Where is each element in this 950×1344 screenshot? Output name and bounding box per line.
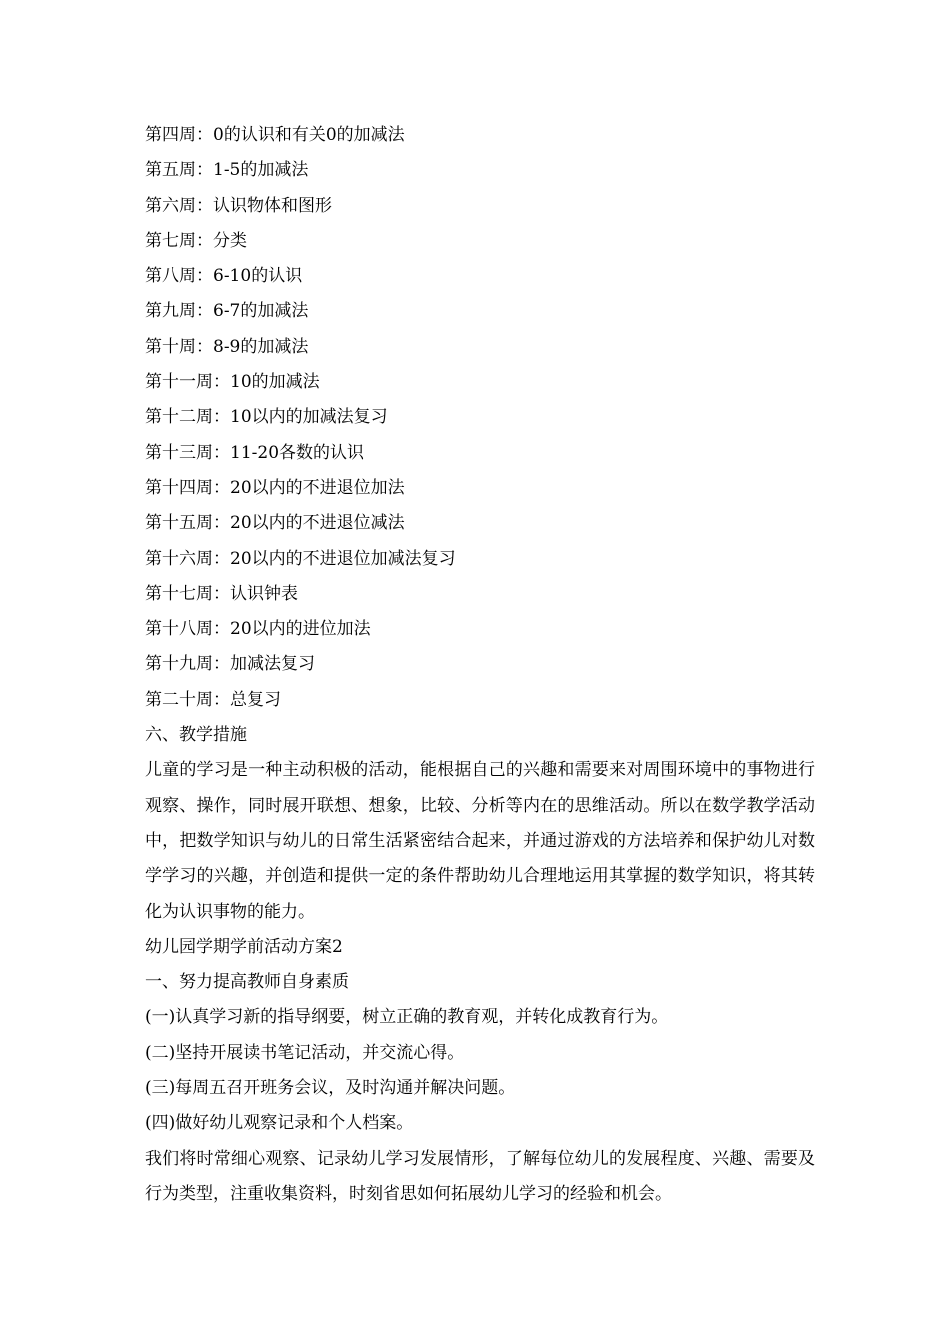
- teaching-measures-paragraph: 儿童的学习是一种主动积极的活动，能根据自己的兴趣和需要来对周围环境中的事物进行观察、操作，同时展开联想、想象，比较、分析等内在的思维活动。所以在数学教学活动中，把数学知识与幼儿的日常生活紧密结合起来，并通过游戏的方法培养和保护幼儿对数学学习的兴趣，并创造和提供一定的条件帮助幼儿合理地运用其掌握的数学知识，将其转化为认识事物的能力。: [145, 760, 815, 922]
- plan-2-item-2: (二)坚持开展读书笔记活动，并交流心得。: [145, 1042, 465, 1063]
- schedule-week-10: 第十周：8-9的加减法: [145, 336, 309, 357]
- schedule-week-4: 第四周：0的认识和有关0的加减法: [145, 125, 405, 145]
- plan-2-title: 幼儿园学期学前活动方案2: [145, 936, 343, 957]
- schedule-week-6: 第六周：认识物体和图形: [145, 195, 332, 216]
- section-heading-teaching-measures: 六、教学措施: [145, 725, 247, 746]
- plan-2-item-1: (一)认真学习新的指导纲要，树立正确的教育观，并转化成教育行为。: [145, 1007, 669, 1028]
- plan-2-item-4: (四)做好幼儿观察记录和个人档案。: [145, 1113, 414, 1134]
- schedule-week-13: 第十三周：11-20各数的认识: [145, 442, 365, 463]
- schedule-week-15: 第十五周：20以内的不进退位减法: [145, 513, 405, 534]
- plan-2-section-heading: 一、努力提高教师自身素质: [145, 972, 349, 993]
- schedule-week-8: 第八周：6-10的认识: [145, 266, 303, 287]
- schedule-week-11: 第十一周：10的加减法: [145, 372, 320, 393]
- schedule-week-20: 第二十周：总复习: [145, 689, 281, 710]
- schedule-week-19: 第十九周：加减法复习: [145, 654, 315, 675]
- schedule-week-5: 第五周：1-5的加减法: [145, 160, 309, 181]
- schedule-week-18: 第十八周：20以内的进位加法: [145, 619, 371, 640]
- schedule-week-16: 第十六周：20以内的不进退位加减法复习: [145, 548, 456, 569]
- plan-2-item-3: (三)每周五召开班务会议，及时沟通并解决问题。: [145, 1078, 516, 1099]
- schedule-week-17: 第十七周：认识钟表: [145, 583, 298, 604]
- plan-2-closing-paragraph: 我们将时常细心观察、记录幼儿学习发展情形，了解每位幼儿的发展程度、兴趣、需要及行为类型，注重收集资料，时刻省思如何拓展幼儿学习的经验和机会。: [145, 1148, 815, 1204]
- schedule-week-14: 第十四周：20以内的不进退位加法: [145, 477, 405, 498]
- schedule-week-9: 第九周：6-7的加减法: [145, 301, 309, 322]
- schedule-week-12: 第十二周：10以内的加减法复习: [145, 407, 388, 428]
- document-body: [145, 118, 815, 1212]
- schedule-week-7: 第七周：分类: [145, 230, 247, 251]
